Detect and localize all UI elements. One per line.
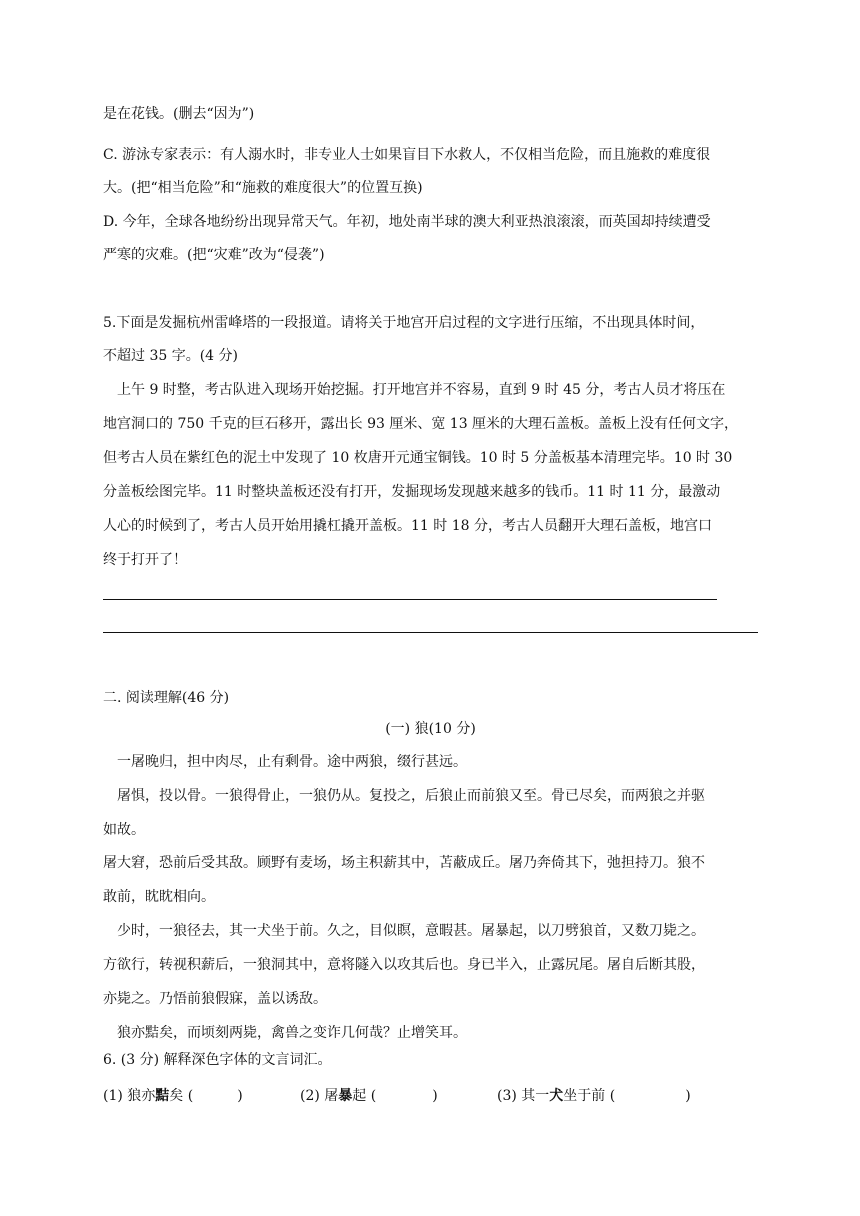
q5-passage-line: 分盖板绘图完毕。11 时整块盖板还没有打开，发掘现场发现越来越多的钱币。11 时 11 分，最激动 [103, 484, 721, 500]
q6-item-close: ) [432, 1088, 438, 1104]
q5-passage-line: 人心的时候到了，考古人员开始用撬杠撬开盖板。11 时 18 分，考古人员翻开大理石盖板，地宫口 [103, 518, 712, 534]
highlighted-word: 暴 [338, 1088, 353, 1104]
q6-item-close: ) [685, 1088, 691, 1104]
q5-prompt-line1: 5.下面是发掘杭州雷峰塔的一段报道。请将关于地宫开启过程的文字进行压缩，不出现具体时间， [103, 315, 705, 331]
q5-prompt-line2: 不超过 35 字。(4 分) [103, 348, 238, 364]
q6-item-close: ) [237, 1088, 243, 1104]
q6-item-text: (3) 其一 [497, 1088, 550, 1104]
q6-item-text: 坐于前 ( [563, 1088, 616, 1104]
q6-item-text: 起 ( [352, 1088, 377, 1104]
q6-item-2 [300, 1086, 438, 1106]
wolf-passage-line: 方欲行，转视积薪后，一狼洞其中，意将隧入以攻其后也。身已半入，止露尻尾。屠自后断其股， [103, 957, 705, 973]
q6-item-text: 矣 ( [169, 1088, 194, 1104]
wolf-passage-line: 狼亦黠矣，而顷刻两毙，禽兽之变诈几何哉？止增笑耳。 [117, 1025, 467, 1041]
q6-prompt: 6. (3 分) 解释深色字体的文言词汇。 [103, 1052, 332, 1068]
wolf-passage-line: 敢前，眈眈相向。 [103, 889, 215, 905]
q6-item-text: (1) 狼亦 [103, 1088, 156, 1104]
answer-line[interactable] [103, 599, 717, 600]
section-heading: 二. 阅读理解(46 分) [103, 690, 230, 706]
wolf-passage-line: 亦毙之。乃悟前狼假寐，盖以诱敌。 [103, 991, 327, 1007]
wolf-passage-line: 一屠晚归，担中肉尽，止有剩骨。途中两狼，缀行甚远。 [117, 754, 467, 770]
q5-passage-line: 地宫洞口的 750 千克的巨石移开，露出长 93 厘米、宽 13 厘米的大理石盖板。盖板上没有任何文字， [103, 416, 739, 432]
q6-item-1 [103, 1086, 243, 1106]
wolf-passage-line: 屠大窘，恐前后受其敌。顾野有麦场，场主积薪其中，苫蔽成丘。屠乃奔倚其下，弛担持刀。狼不 [103, 855, 705, 871]
wolf-passage-line: 少时，一狼径去，其一犬坐于前。久之，目似瞑，意暇甚。屠暴起，以刀劈狼首，又数刀毙之。 [117, 923, 705, 939]
q5-passage-line: 终于打开了！ [103, 552, 187, 568]
q6-item-text: (2) 屠 [300, 1088, 339, 1104]
option-c-line1: C. 游泳专家表示：有人溺水时，非专业人士如果盲目下水救人，不仅相当危险，而且施救的难度很 [103, 147, 711, 163]
highlighted-word: 犬 [549, 1088, 564, 1104]
option-d-line1: D. 今年，全球各地纷纷出现异常天气。年初，地处南半球的澳大利亚热浪滚滚，而英国却持续遭受 [103, 214, 711, 230]
passage-title: (一) 狼(10 分) [385, 721, 476, 737]
q5-passage-line: 上午 9 时整，考古队进入现场开始挖掘。打开地宫并不容易，直到 9 时 45 分，考古人员才将压在 [117, 382, 726, 398]
q5-passage-line: 但考古人员在紫红色的泥土中发现了 10 枚唐开元通宝铜钱。10 时 5 分盖板基本清理完毕。10 时 30 [103, 450, 733, 466]
wolf-passage-line: 屠惧，投以骨。一狼得骨止，一狼仍从。复投之，后狼止而前狼又至。骨已尽矣，而两狼之并驱 [117, 788, 705, 804]
highlighted-word: 黠 [155, 1088, 170, 1104]
q6-item-3 [497, 1086, 691, 1106]
answer-line[interactable] [103, 632, 758, 633]
option-c-line2: 大。(把“相当危险”和“施救的难度很大”的位置互换) [103, 180, 423, 196]
option-d-line2: 严寒的灾难。(把“灾难”改为“侵袭”) [103, 247, 325, 263]
option-b-tail: 是在花钱。(删去“因为”) [103, 106, 255, 122]
wolf-passage-line: 如故。 [103, 822, 145, 838]
